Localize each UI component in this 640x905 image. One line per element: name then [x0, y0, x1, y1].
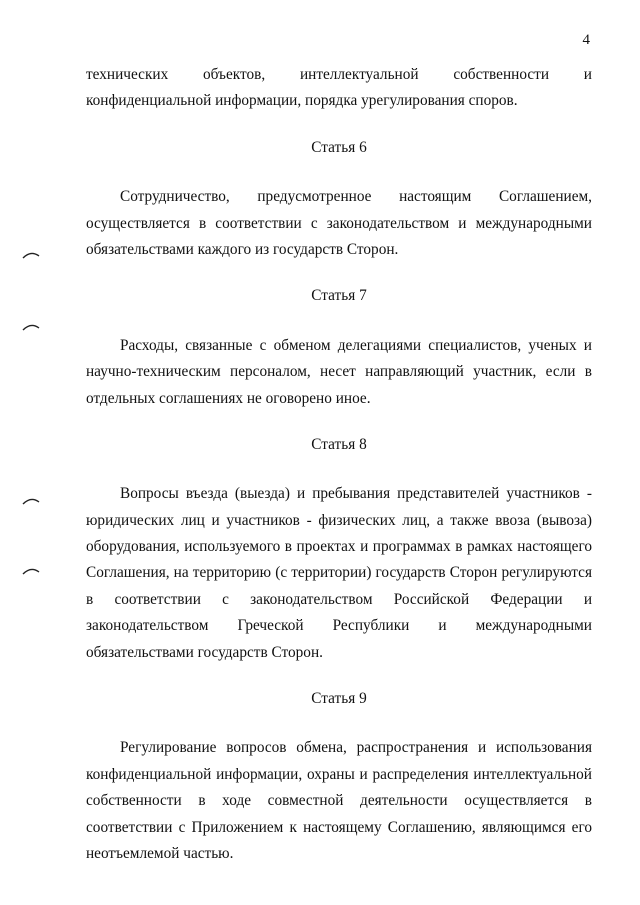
article-paragraph: [86, 333, 592, 412]
paragraph-line: технических объектов, интеллектуальной собственности и: [86, 66, 592, 83]
paragraph-line: Вопросы въезда (выезда) и пребывания представителей участников -: [120, 485, 592, 503]
article-paragraph: [86, 735, 592, 867]
hole-punch-mark-icon: [22, 322, 40, 332]
article-heading: Статья 9: [311, 690, 367, 708]
article-paragraph: [86, 184, 592, 263]
document-body: [86, 62, 592, 867]
article-paragraph: [86, 481, 592, 666]
paragraph-line: Расходы, связанные с обменом делегациями специалистов, ученых и: [120, 336, 592, 354]
paragraph-line: конфиденциальной информации, порядка урегулирования споров.: [86, 92, 518, 110]
paragraph-line: Соглашения, на территорию (с территории) государств Сторон регулируются: [86, 564, 592, 582]
paragraph-line: осуществляется в соответствии с законодательством и международными: [86, 214, 592, 232]
article-heading: Статья 7: [311, 287, 367, 305]
article-heading: Статья 6: [311, 138, 367, 156]
paragraph-line: собственности в ходе совместной деятельности осуществляется в: [86, 792, 592, 810]
paragraph-line: неотъемлемой частью.: [86, 844, 234, 862]
article-heading: Статья 8: [311, 435, 367, 453]
paragraph-line: Сотрудничество, предусмотренное настоящим Соглашением,: [120, 188, 592, 206]
paragraph-line: в соответствии с законодательством Российской Федерации и: [86, 590, 592, 608]
paragraph-line: отдельных соглашениях не оговорено иное.: [86, 389, 371, 407]
hole-punch-mark-icon: [22, 566, 40, 576]
paragraph-line: юридических лиц и участников - физических лиц, а также ввоза (вывоза): [86, 511, 592, 529]
paragraph-line: Регулирование вопросов обмена, распространения и использования: [120, 739, 592, 757]
paragraph-line: оборудования, используемого в проектах и программах в рамках настоящего: [86, 538, 592, 556]
paragraph-line: обязательствами государств Сторон.: [86, 643, 323, 661]
page-number: 4: [582, 32, 590, 48]
paragraph-line: обязательствами каждого из государств Сторон.: [86, 240, 399, 258]
paragraph-line: научно-техническим персоналом, несет направляющий участник, если в: [86, 363, 592, 381]
paragraph-line: законодательством Греческой Республики и международными: [86, 617, 592, 635]
paragraph-line: конфиденциальной информации, охраны и распределения интеллектуальной: [86, 765, 592, 783]
intro-paragraph: [86, 62, 592, 115]
hole-punch-mark-icon: [22, 496, 40, 506]
hole-punch-mark-icon: [22, 250, 40, 260]
paragraph-line: соответствии с Приложением к настоящему Соглашению, являющимся его: [86, 818, 592, 836]
